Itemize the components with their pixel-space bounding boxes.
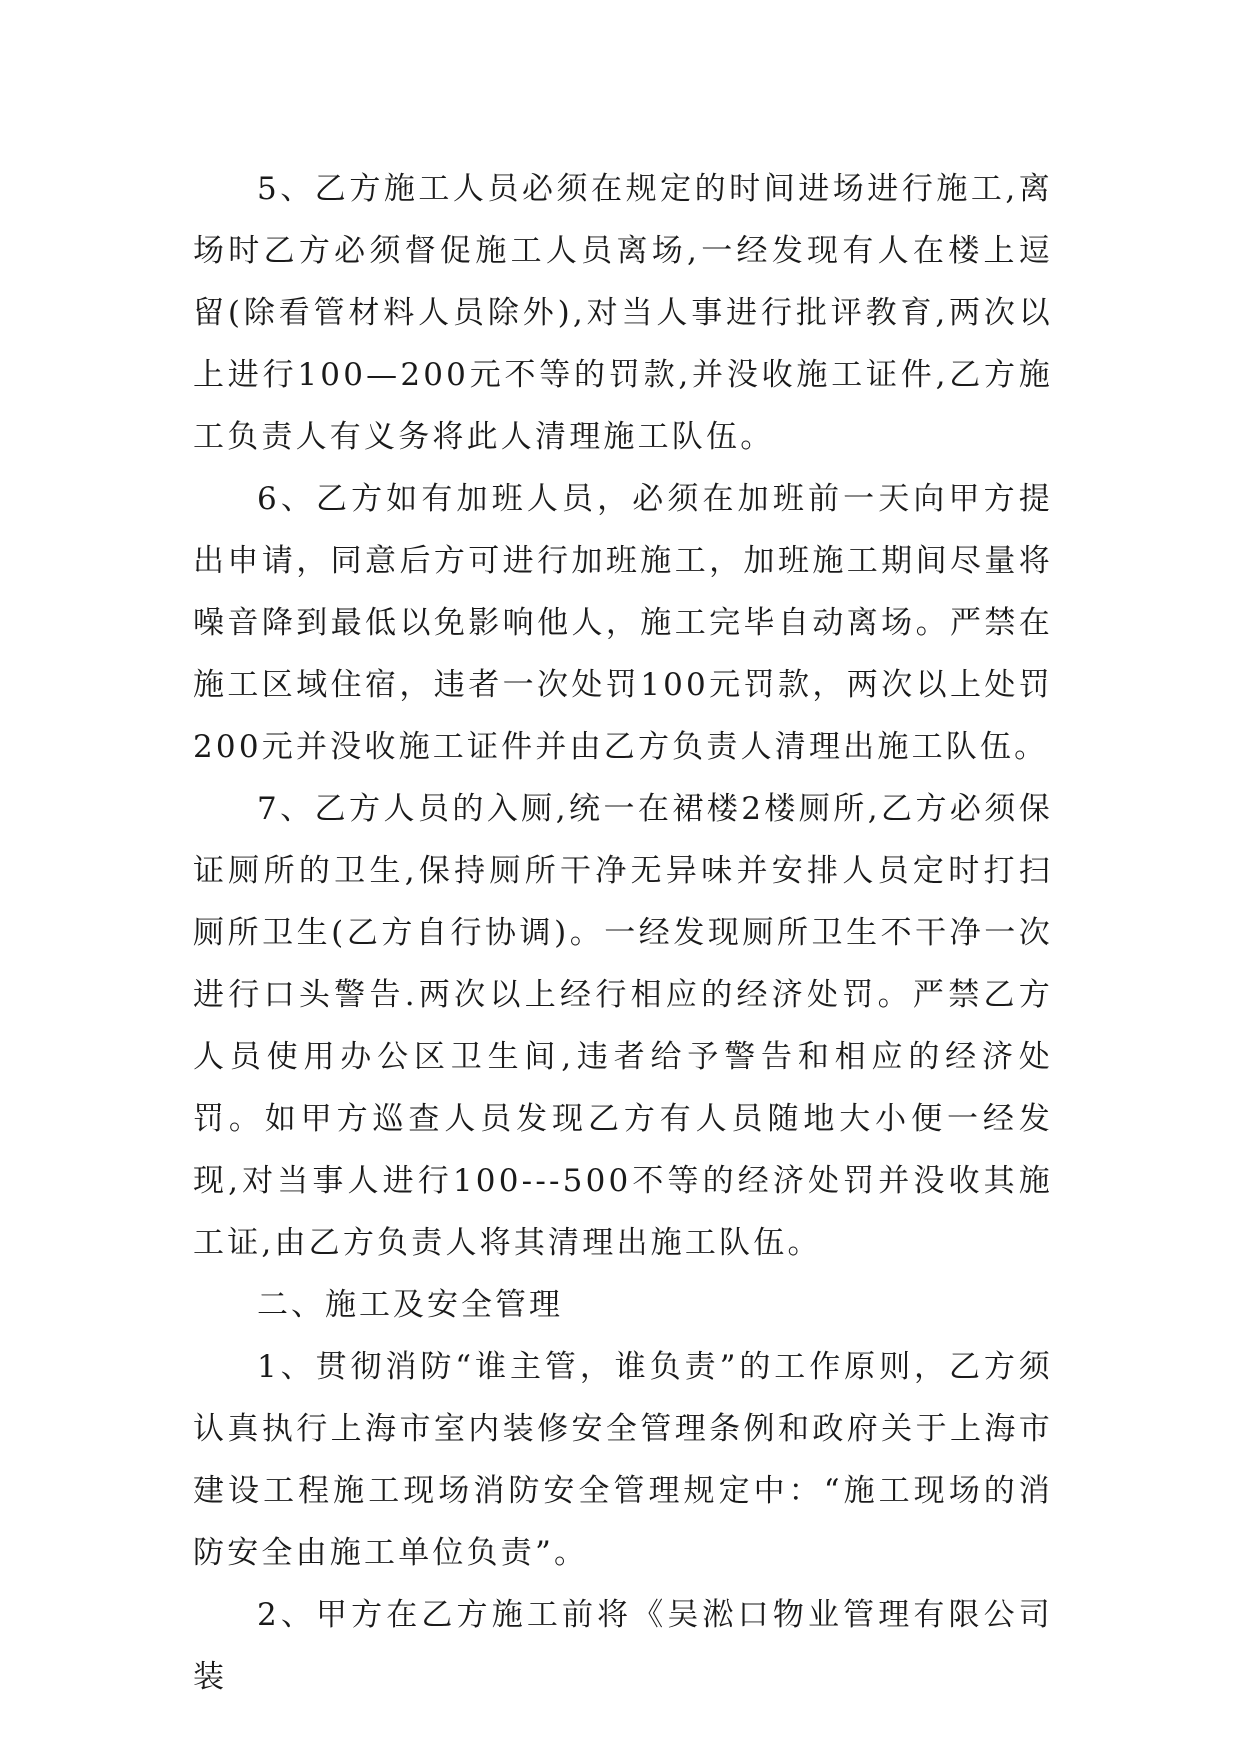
section-heading-construction-safety: 二、施工及安全管理 <box>257 1287 563 1323</box>
paragraph-item-2-truncated: 2、甲方在乙方施工前将《吴淞口物业管理有限公司装 <box>193 1597 1053 1695</box>
paragraph-item-6-overtime: 6、乙方如有加班人员，必须在加班前一天向甲方提出申请，同意后方可进行加班施工，加班施工期间尽量将噪音降到最低以免影响他人，施工完毕自动离场。严禁在施工区域住宿，违者一次处罚100元罚款，两次以上处罚200元并没收施工证件并由乙方负责人清理出施工队伍。 <box>193 481 1053 765</box>
paragraph-item-5-entry-time: 5、乙方施工人员必须在规定的时间进场进行施工,离场时乙方必须督促施工人员离场,一经发现有人在楼上逗留(除看管材料人员除外),对当人事进行批评教育,两次以上进行100—200元不等的罚款,并没收施工证件,乙方施工负责人有义务将此人清理施工队伍。 <box>193 171 1053 455</box>
paragraph-item-7-restroom: 7、乙方人员的入厕,统一在裙楼2楼厕所,乙方必须保证厕所的卫生,保持厕所干净无异味并安排人员定时打扫厕所卫生(乙方自行协调)。一经发现厕所卫生不干净一次进行口头警告.两次以上经行相应的经济处罚。严禁乙方人员使用办公区卫生间,违者给予警告和相应的经济处罚。如甲方巡查人员发现乙方有人员随地大小便一经发现,对当事人进行100---500不等的经济处罚并没收其施工证,由乙方负责人将其清理出施工队伍。 <box>193 791 1053 1261</box>
paragraph-item-1-fire-safety: 1、贯彻消防“谁主管，谁负责”的工作原则，乙方须认真执行上海市室内装修安全管理条例和政府关于上海市建设工程施工现场消防安全管理规定中：“施工现场的消防安全由施工单位负责”。 <box>193 1349 1053 1571</box>
document-body <box>193 158 1053 1708</box>
